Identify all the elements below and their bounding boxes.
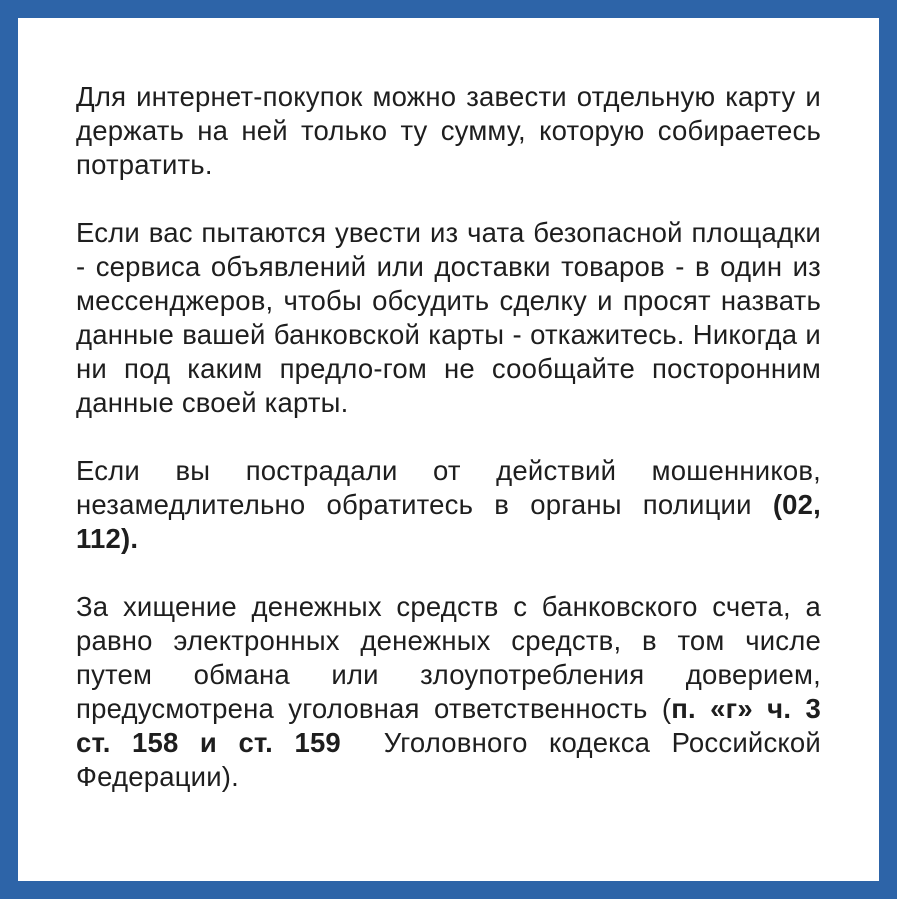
paragraph-tail-text: Уголовного кодекса Российской Федерации). [76,727,829,792]
paragraph-text: Если вас пытаются увести из чата безопасной площадки - сервиса объявлений или доставки товаров - в один из мессенджеров, чтобы обсудить сделку и просят назвать данные вашей банковской карты - откажитесь. Никогда и ни под каким предло-гом не сообщайте посторонним данные своей карты. [76,217,821,418]
paragraph-text: За хищение денежных средств с банковского счета, а равно электронных денежных средств, в том числе путем обмана или злоупотребления доверием, предусмотрена уголовная ответственность ( [76,591,821,724]
paragraph-text: Для интернет-покупок можно завести отдельную карту и держать на ней только ту сумму, которую собираетесь потратить. [76,81,821,180]
paragraph-text: Если вы пострадали от действий мошенников, незамедлительно обратитесь в органы полиции [76,455,821,520]
law-article-reference: п. «г» ч. 3 ст. 158 и ст. 159 [76,693,821,758]
paragraph-police-contact [76,454,821,556]
paragraph-criminal-liability [76,590,829,794]
document-body [76,80,829,794]
paragraph-messenger-warning [76,216,821,420]
police-phone-numbers: (02, 112). [76,489,821,554]
paragraph-separate-card [76,80,821,182]
